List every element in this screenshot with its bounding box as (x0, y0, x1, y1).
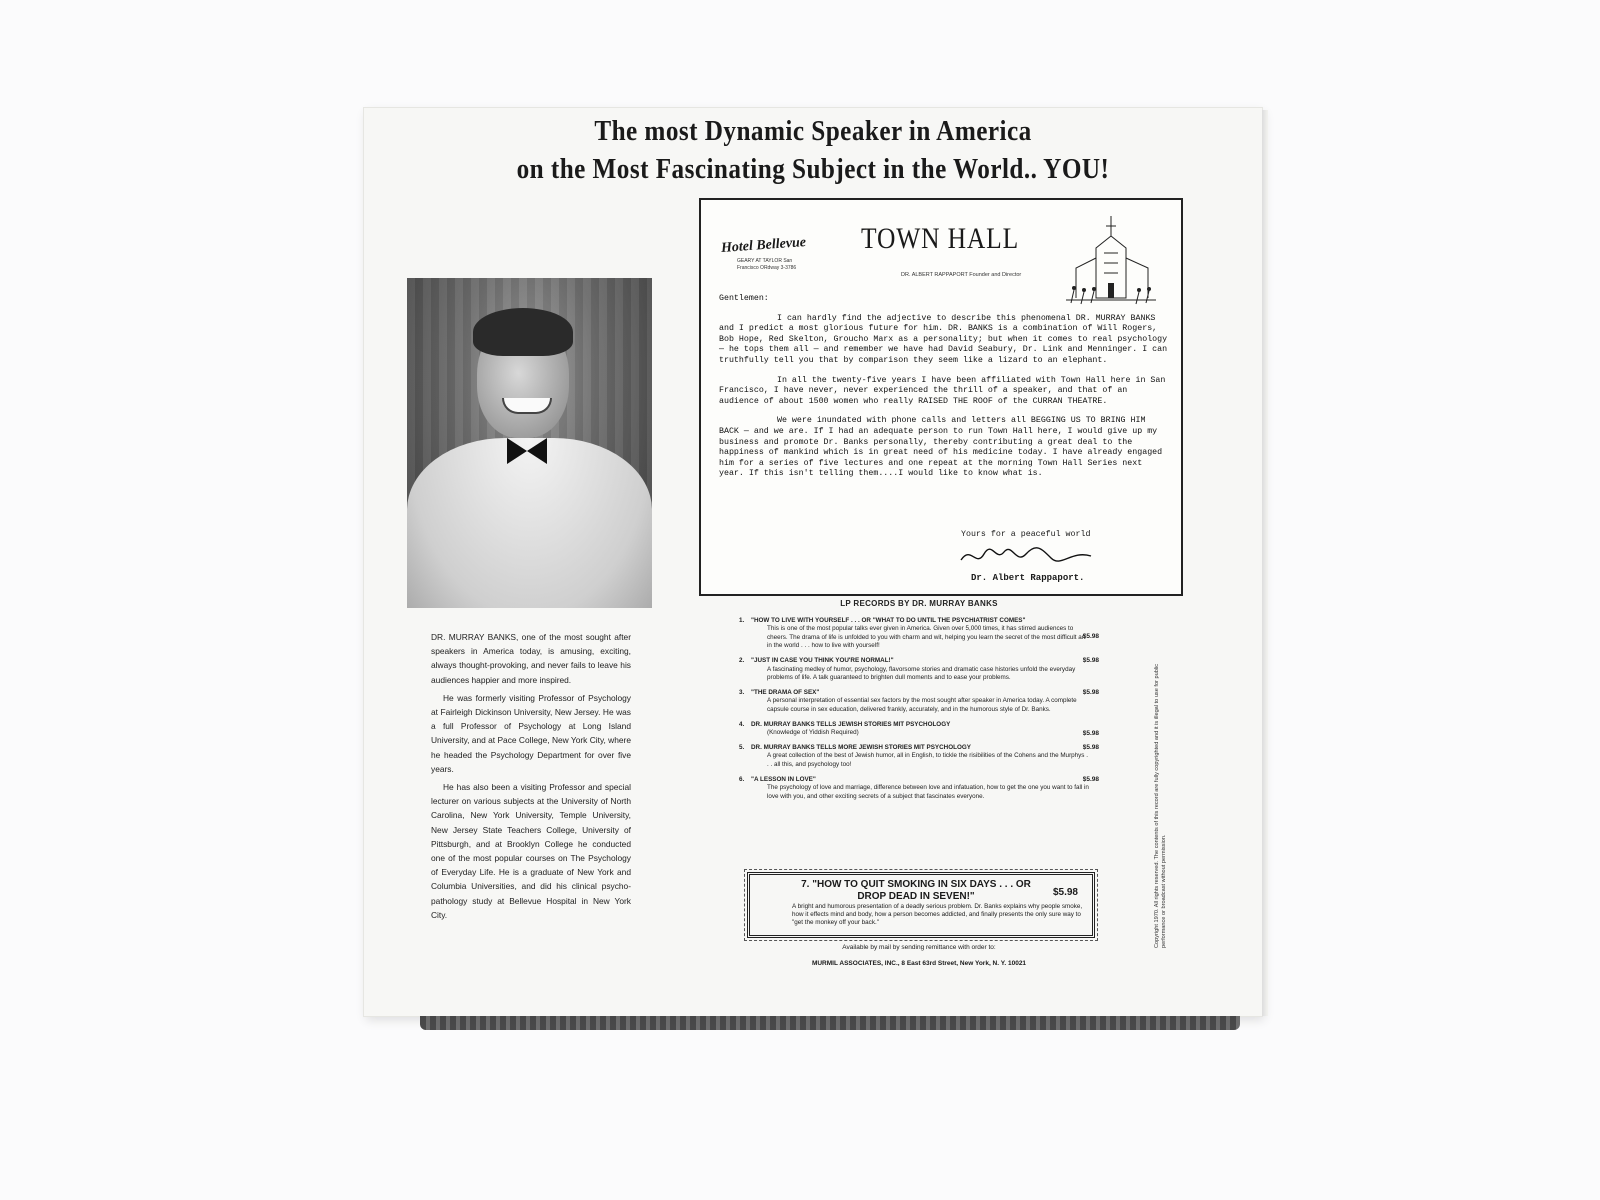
record-item (739, 617, 1099, 651)
record-number: 1. (739, 616, 745, 624)
hotel-logo: Hotel Bellevue (720, 235, 807, 256)
letterhead-title: TOWN HALL (861, 222, 1020, 255)
record-price: $5.98 (1082, 688, 1099, 696)
record-title: DR. MURRAY BANKS TELLS MORE JEWISH STORIES MIT PSYCHOLOGY (751, 743, 971, 751)
copyright-notice: Copyright 1970. All rights reserved. The contents of this record are fully copyrighted and it is illegal to use for public performance or broadcast without permission. (1154, 663, 1167, 948)
bio-paragraph: He has also been a visiting Professor and special lecturer on various subjects at the University of North Carolina, New York University, Temple University, New Jersey State Teachers College, University of Pittsburgh, and at Brooklyn College he conducted one of the most popular courses on The Psychology of Everyday Life. He is a graduate of New York and Columbia Universities, and did his clinical psycho-pathology study at Bellevue Hospital in New York City. (431, 782, 631, 920)
record-number: 5. (739, 743, 745, 751)
headline-line-2: on the Most Fascinating Subject in the World.. YOU! (516, 154, 1110, 185)
display-stand (420, 1016, 1240, 1030)
record-description: A fascinating medley of humor, psychology, flavorsome stories and dramatic case histories unfold the everyday problems of life. A talk guaranteed to brighten dull moments and to ease your problems. (767, 665, 1076, 682)
record-title: "A LESSON IN LOVE" (751, 775, 816, 783)
record-title: "THE DRAMA OF SEX" (751, 688, 820, 696)
testimonial-letter (699, 198, 1183, 596)
record-number: 6. (739, 775, 745, 783)
letterhead-founder: DR. ALBERT RAPPAPORT Founder and Director (901, 272, 1022, 278)
records-heading: LP RECORDS BY DR. MURRAY BANKS (840, 599, 998, 608)
letter-paragraph: I can hardly find the adjective to describe this phenomenal DR. MURRAY BANKS and I predict a most glorious future for him. DR. BANKS is a combination of Will Rogers, Bob Hope, Red Skelton, Groucho Marx as a personality; but when it comes to real psychology — he tops them all — and remember we have had David Seabury, Dr. Link and Menninger. I can truthfully tell you that by comparison they seem like a lizard to an elephant. (719, 313, 1168, 365)
bow-tie-icon (507, 438, 547, 464)
order-instructions: Available by mail by sending remittance with order to: (842, 944, 996, 951)
record-description: (Knowledge of Yiddish Required) (767, 729, 859, 737)
record-title: "JUST IN CASE YOU THINK YOU'RE NORMAL!" (751, 656, 894, 664)
record-description: The psychology of love and marriage, difference between love and infatuation, how to get the one you want to fall in love with you, and other exciting secrets of a subject that fascinates everyone. (767, 784, 1089, 800)
speaker-photo (407, 278, 652, 608)
record-price: $5.98 (1082, 632, 1099, 640)
record-item (739, 689, 1099, 715)
record-price: $5.98 (1082, 656, 1099, 664)
featured-record-description: A bright and humorous presentation of a deadly serious problem. Dr. Banks explains why people smoke, how it effects mind and body, how a person becomes addicted, and finally presents the only sure way to "get the monkey off your back." (792, 903, 1083, 926)
record-description: A personal interpretation of essential sex factors by the most sought after speaker in America today. A complete capsule course in sex education, delivered frankly, accurately, and in the humorous style of Dr. Banks. (767, 697, 1077, 713)
bio-paragraph: DR. MURRAY BANKS, one of the most sought after speakers in America today, is amusing, exciting, always thought-provoking, and never fails to leave his audiences happier and more inspired. (431, 632, 631, 685)
hotel-address: GEARY AT TAYLOR San Francisco ORdway 3-3786 (737, 258, 797, 271)
order-address: MURMIL ASSOCIATES, INC., 8 East 63rd Street, New York, N. Y. 10021 (811, 960, 1027, 967)
record-description: This is one of the most popular talks ever given in America. Given over 5,000 times, it has stirred audiences to cheers. The drama of life is unfolded to you with charm and wit, helping you learn the secret of the most difficult art in the world . . . how to live with yourself! (767, 625, 1086, 650)
speaker-bio (431, 630, 631, 926)
record-item (739, 744, 1099, 770)
record-description: A great collection of the best of Jewish humor, all in English, to tickle the risibilities of the Cohens and the Murphys . . . all this, and psychology too! (767, 752, 1088, 768)
record-sleeve-back (364, 108, 1262, 1016)
record-number: 2. (739, 656, 745, 664)
record-number: 4. (739, 720, 745, 728)
letter-body (719, 294, 1169, 489)
letter-signature-name: Dr. Albert Rappaport. (971, 573, 1085, 583)
letter-closing: Yours for a peaceful world (961, 530, 1091, 539)
town-hall-sketch-icon (1056, 208, 1166, 308)
record-price: $5.98 (1082, 775, 1099, 783)
record-item (739, 721, 1099, 738)
letter-paragraph: We were inundated with phone calls and letters all BEGGING US TO BRING HIM BACK — and we are. If I had an adequate person to run Town Hall here, I would give up my business and promote Dr. Banks personally, thereby contributing a great deal to the happiness of mankind which is in great need of his medicine today. I have already engaged him for a series of five lectures and one repeat at the morning Town Hall Series next year. If this isn't telling them....I would like to know what is. (719, 416, 1163, 479)
letter-paragraph: In all the twenty-five years I have been affiliated with Town Hall here in San Francisco, I have never, never experienced the thrill of a speaker, and that of an audience of about 1500 women who really RAISED THE ROOF of the CURRAN THEATRE. (719, 375, 1166, 406)
headline-line-1: The most Dynamic Speaker in America (594, 116, 1032, 147)
record-title: "HOW TO LIVE WITH YOURSELF . . . OR "WHAT TO DO UNTIL THE PSYCHIATRIST COMES" (751, 616, 1026, 624)
letter-salutation: Gentlemen: (719, 294, 769, 303)
featured-record-box (747, 872, 1095, 938)
photo-hair (473, 308, 573, 356)
record-title: DR. MURRAY BANKS TELLS JEWISH STORIES MIT PSYCHOLOGY (751, 720, 951, 728)
lp-records-list (739, 600, 1099, 807)
bio-paragraph: He was formerly visiting Professor of Psychology at Fairleigh Dickinson University, New Jersey. He was a full Professor of Psychology at Long Island University, and at Pace College, New York City, where he headed the Psychology Department for over five years. (431, 692, 631, 774)
record-price: $5.98 (1082, 729, 1099, 737)
record-item (739, 657, 1099, 683)
featured-record-title: 7. "HOW TO QUIT SMOKING IN SIX DAYS . . . OR DROP DEAD IN SEVEN!" (801, 879, 1031, 902)
record-item (739, 776, 1099, 802)
record-number: 3. (739, 688, 745, 696)
signature-icon (956, 540, 1096, 570)
record-price: $5.98 (1082, 743, 1099, 751)
featured-record-price: $5.98 (1052, 887, 1078, 898)
